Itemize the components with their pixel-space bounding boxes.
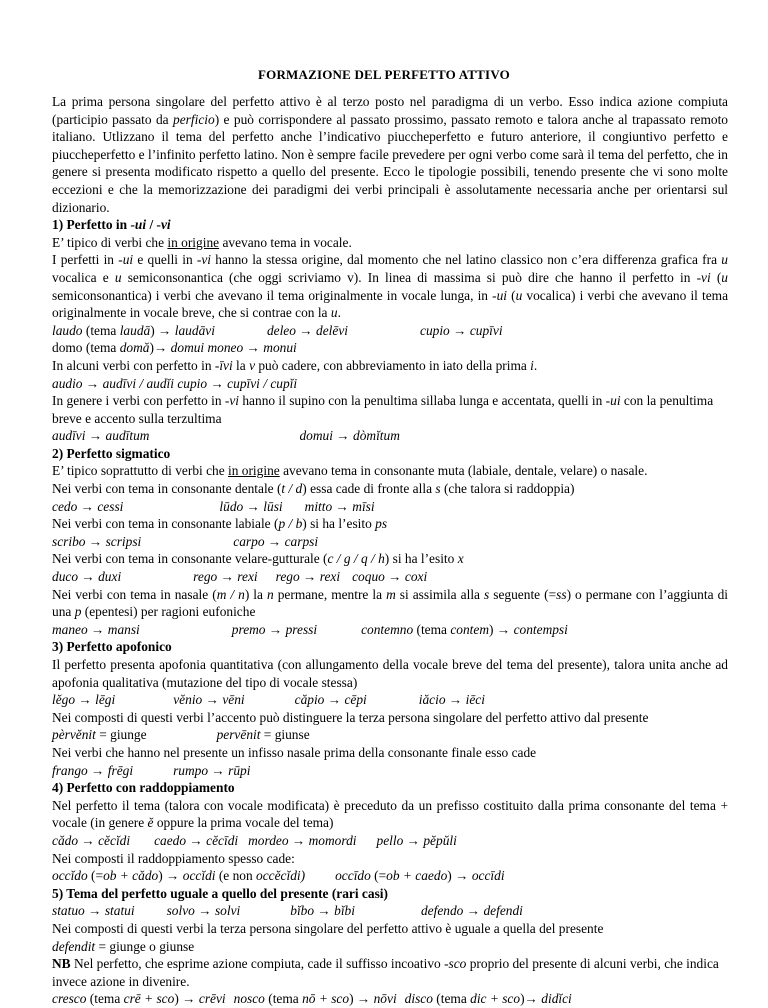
section-1-line: In alcuni verbi con perfetto in -īvi la v può cadere, con abbreviamento in iato della prima i. [52, 357, 538, 373]
section-1-line: E’ tipico di verbi che in origine avevano tema in vocale. [52, 234, 352, 250]
example-line: domo (tema domă)→ domui moneo → monui [52, 340, 297, 356]
section-5-line: Nei composti di questi verbi la terza persona singolare del perfetto attivo è uguale a quella del presente [52, 920, 604, 936]
section-2-heading: 2) Perfetto sigmatico [52, 445, 171, 461]
example-line: lĕgo → lēgi vĕnio → vēni căpio → cēpi iăcio → iēci [52, 692, 485, 708]
intro-paragraph: La prima persona singolare del perfetto attivo è al terzo posto nel paradigma di un verbo. Esso indica azione compiuta (participio passato da perficio) e può corrispondere al passato prossimo, passato remoto e talora anche al trapassato remoto italiano. Utlizzano il tema del perfetto anche l’indicativo piuccheperfetto e futuro anteriore, il congiuntivo perfetto e piuccheperfetto e l’infinito perfetto latino. Non è sempre facile prevedere per ogni verbo come sarà il tema del perfetto, che in genere si presenta modificato rispetto a quello del presente. Ecco le tipologie possibili, tenendo presente che vi sono molte eccezioni e che la memorizzazione dei paradigmi dei verbi principali è assolutamente necessaria anche per orientarsi sul dizionario. [52, 94, 729, 215]
section-3-line: Nei composti di questi verbi l’accento può distinguere la terza persona singolare del perfetto attivo dal presente [52, 709, 649, 725]
section-1-heading: 1) Perfetto in -ui / -vi [52, 217, 171, 233]
section-1-paragraph: I perfetti in -ui e quelli in -vi hanno la stessa origine, dal momento che nel latino classico non c’era differenza grafica fra u vocalica e u semiconsonantica (che oggi scriviamo v). In linea di massima si può dire che hanno il perfetto in -vi (u semiconsonantica) i verbi che avevano il tema originalmente in vocale lunga, in -ui (u vocalica) i verbi che avevano il tema originalmente in vocale breve, che si contrae con la u. [52, 252, 729, 321]
nb-note: NB Nel perfetto, che esprime azione compiuta, cade il suffisso incoativo -sco proprio del presente di alcuni verbi, che indica invece azione in divenire. [52, 956, 719, 989]
section-2-line: Nei verbi con tema in consonante dentale (t / d) essa cade di fronte alla s (che talora si raddoppia) [52, 481, 575, 497]
section-5-heading: 5) Tema del perfetto uguale a quello del presente (rari casi) [52, 885, 388, 901]
section-2-line: Nei verbi con tema in consonante velare-gutturale (c / g / q / h) si ha l’esito x [52, 551, 464, 567]
section-2-line: Nei verbi con tema in consonante labiale (p / b) si ha l’esito ps [52, 516, 388, 532]
section-1-line: In genere i verbi con perfetto in -vi hanno il supino con la penultima sillaba lunga e accentata, quelli in -ui con la penultima breve e accento sulla terzultima [52, 393, 714, 426]
example-line: cresco (tema crē + sco) → crēvi nosco (tema nō + sco) → nōvi disco (tema dic + sco)→ didĭci [52, 991, 572, 1007]
example-line: laudo (tema laudā) → laudāvi deleo → delēvi cupio → cupīvi [52, 322, 503, 338]
section-4-heading: 4) Perfetto con raddoppiamento [52, 780, 235, 796]
section-2-line: Nei verbi con tema in nasale (m / n) la n permane, mentre la m si assimila alla s seguente (=ss) o permane con l’aggiunta di una p (epentesi) per ragioni eufoniche [52, 586, 728, 620]
example-line: pèrvĕnit = giunge pervēnit = giunse [52, 727, 310, 743]
example-line: occĭdo (=ob + cădo) → occĭdi (e non occĕcĭdi) occīdo (=ob + caedo) → occīdi [52, 868, 505, 884]
example-line: frango → frēgi rumpo → rūpi [52, 762, 251, 778]
example-line: cedo → cessi lūdo → lūsi mitto → mīsi [52, 498, 375, 514]
example-line: audio → audīvi / audĭi cupio → cupīvi / cupĭi [52, 375, 298, 391]
section-3-heading: 3) Perfetto apofonico [52, 639, 172, 655]
example-line: defendit = giunge o giunse [52, 938, 195, 954]
section-3-line: Nei verbi che hanno nel presente un infisso nasale prima della consonante finale esso cade [52, 744, 537, 760]
example-line: cădo → cĕcĭdi caedo → cĕcīdi mordeo → momordi pello → pĕpŭli [52, 832, 457, 848]
document-body [52, 93, 728, 1008]
example-line: maneo → mansi premo → pressi contemno (tema contem) → contempsi [52, 621, 568, 637]
example-line: statuo → statui solvo → solvi bĭbo → bĭbi defendo → defendi [52, 903, 523, 919]
document-title: FORMAZIONE DEL PERFETTO ATTIVO [258, 67, 510, 82]
example-line: scribo → scripsi carpo → carpsi [52, 533, 319, 549]
section-4-line: Nei composti il raddoppiamento spesso cade: [52, 850, 295, 866]
example-line: duco → duxi rego → rexi rego → rexi coquo → coxi [52, 569, 428, 585]
section-2-line: E’ tipico soprattutto di verbi che in origine avevano tema in consonante muta (labiale, dentale, velare) o nasale. [52, 463, 648, 479]
example-line: audīvi → audītum domui → dòmĭtum [52, 428, 400, 444]
section-4-line: Nel perfetto il tema (talora con vocale modificata) è preceduto da un prefisso costituito dalla prima consonante del tema + vocale (in genere ĕ oppure la prima vocale del tema) [52, 797, 728, 831]
section-3-line: Il perfetto presenta apofonia quantitativa (con allungamento della vocale breve del tema del presente), talora unita anche ad apofonia qualitativa (mutazione del tipo di vocale stessa) [52, 657, 728, 690]
